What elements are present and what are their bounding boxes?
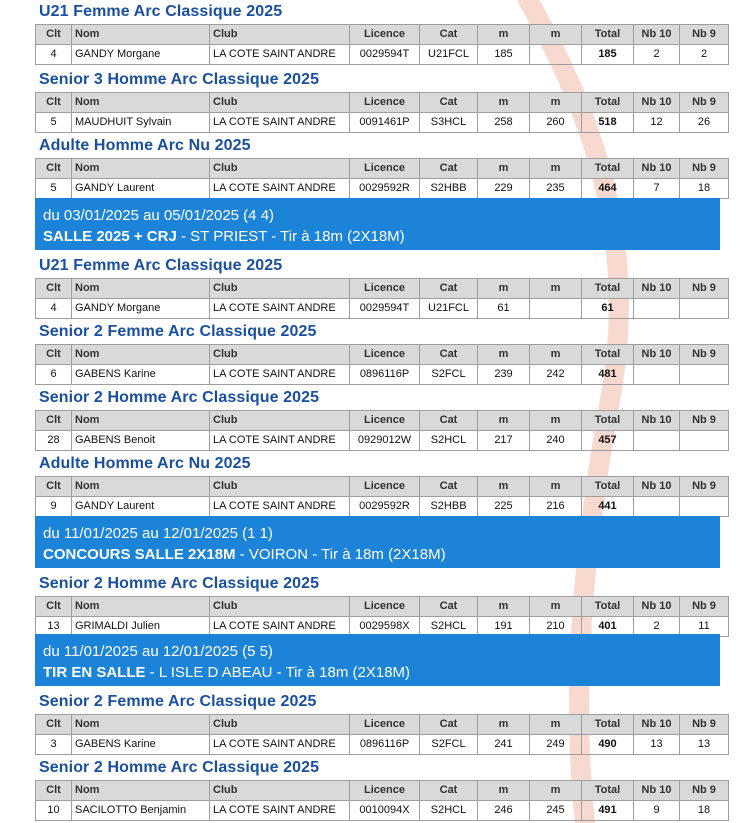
column-header: Total: [582, 279, 634, 299]
table-cell: GANDY Laurent: [72, 179, 210, 199]
column-header: Licence: [350, 477, 420, 497]
table-cell: 6: [36, 365, 72, 385]
results-table: [35, 24, 729, 65]
table-header-row: [36, 477, 729, 497]
column-header: Nb 9: [680, 25, 729, 45]
results-table: [35, 158, 729, 199]
category-title: Adulte Homme Arc Nu 2025: [39, 455, 251, 472]
table-cell: 18: [680, 179, 729, 199]
table-cell: 5: [36, 113, 72, 133]
table-cell: 240: [530, 431, 582, 451]
table-header-row: [36, 597, 729, 617]
column-header: m: [478, 411, 530, 431]
column-header: Nom: [72, 159, 210, 179]
table-cell: 28: [36, 431, 72, 451]
column-header: Licence: [350, 25, 420, 45]
table-cell: 0029598X: [350, 617, 420, 637]
table-cell: GANDY Laurent: [72, 497, 210, 517]
table-row: [36, 735, 729, 755]
column-header: Nb 10: [634, 781, 680, 801]
table-cell: [680, 299, 729, 319]
table-cell: [680, 431, 729, 451]
column-header: Clt: [36, 411, 72, 431]
table-cell: 185: [478, 45, 530, 65]
column-header: Cat: [420, 597, 478, 617]
table-cell: LA COTE SAINT ANDRE: [210, 431, 350, 451]
results-table: [35, 714, 729, 755]
competition-location: - L ISLE D ABEAU - Tir à 18m (2X18M): [145, 664, 411, 681]
table-cell: 0029594T: [350, 45, 420, 65]
table-cell: GABENS Karine: [72, 735, 210, 755]
column-header: m: [530, 715, 582, 735]
competition-info: [43, 544, 712, 565]
column-header: Nb 9: [680, 279, 729, 299]
results-table: [35, 780, 729, 821]
results-table: [35, 344, 729, 385]
column-header: m: [478, 477, 530, 497]
column-header: Cat: [420, 477, 478, 497]
column-header: Club: [210, 411, 350, 431]
table-cell: S3HCL: [420, 113, 478, 133]
table-cell: 491: [582, 801, 634, 821]
table-row: [36, 113, 729, 133]
column-header: Licence: [350, 345, 420, 365]
table-header-row: [36, 279, 729, 299]
column-header: Licence: [350, 781, 420, 801]
table-cell: 3: [36, 735, 72, 755]
competition-location: - VOIRON - Tir à 18m (2X18M): [235, 546, 446, 563]
table-cell: 0029592R: [350, 497, 420, 517]
results-table: [35, 476, 729, 517]
table-cell: 241: [478, 735, 530, 755]
table-header-row: [36, 93, 729, 113]
column-header: Clt: [36, 25, 72, 45]
column-header: Cat: [420, 715, 478, 735]
category-title: Senior 2 Femme Arc Classique 2025: [39, 693, 317, 710]
category-title: Senior 3 Homme Arc Classique 2025: [39, 71, 320, 88]
table-cell: GANDY Morgane: [72, 45, 210, 65]
column-header: Licence: [350, 411, 420, 431]
table-cell: 0010094X: [350, 801, 420, 821]
table-cell: 13: [36, 617, 72, 637]
column-header: m: [530, 159, 582, 179]
table-cell: SACILOTTO Benjamin: [72, 801, 210, 821]
table-row: [36, 431, 729, 451]
table-header-row: [36, 25, 729, 45]
category-title: Senior 2 Femme Arc Classique 2025: [39, 323, 317, 340]
table-cell: LA COTE SAINT ANDRE: [210, 365, 350, 385]
column-header: m: [530, 279, 582, 299]
table-cell: S2HCL: [420, 617, 478, 637]
column-header: Cat: [420, 159, 478, 179]
table-cell: 2: [680, 45, 729, 65]
category-title: Senior 2 Homme Arc Classique 2025: [39, 759, 320, 776]
column-header: Clt: [36, 477, 72, 497]
table-header-row: [36, 159, 729, 179]
column-header: Club: [210, 781, 350, 801]
table-cell: LA COTE SAINT ANDRE: [210, 497, 350, 517]
column-header: m: [478, 781, 530, 801]
competition-info: [43, 226, 712, 247]
column-header: Cat: [420, 279, 478, 299]
column-header: Nb 10: [634, 345, 680, 365]
table-cell: [634, 497, 680, 517]
column-header: Nb 9: [680, 345, 729, 365]
table-cell: S2HCL: [420, 801, 478, 821]
table-cell: 457: [582, 431, 634, 451]
results-table: [35, 92, 729, 133]
column-header: m: [530, 93, 582, 113]
column-header: m: [478, 159, 530, 179]
column-header: Clt: [36, 715, 72, 735]
column-header: Licence: [350, 159, 420, 179]
column-header: Clt: [36, 781, 72, 801]
column-header: m: [530, 781, 582, 801]
column-header: Club: [210, 159, 350, 179]
competition-name: SALLE 2025 + CRJ: [43, 228, 177, 245]
column-header: Nb 10: [634, 279, 680, 299]
column-header: Nb 10: [634, 477, 680, 497]
table-cell: 246: [478, 801, 530, 821]
column-header: Nom: [72, 411, 210, 431]
table-cell: 464: [582, 179, 634, 199]
column-header: Club: [210, 477, 350, 497]
table-row: [36, 365, 729, 385]
table-cell: 5: [36, 179, 72, 199]
competition-dates: du 03/01/2025 au 05/01/2025 (4 4): [43, 207, 275, 224]
column-header: Club: [210, 597, 350, 617]
table-cell: 185: [582, 45, 634, 65]
column-header: m: [478, 25, 530, 45]
table-cell: [530, 299, 582, 319]
column-header: Club: [210, 93, 350, 113]
table-cell: 9: [634, 801, 680, 821]
table-header-row: [36, 345, 729, 365]
column-header: Clt: [36, 597, 72, 617]
competition-banner: [35, 634, 720, 686]
column-header: m: [530, 477, 582, 497]
table-header-row: [36, 715, 729, 735]
column-header: Licence: [350, 715, 420, 735]
table-cell: 249: [530, 735, 582, 755]
column-header: m: [478, 93, 530, 113]
table-cell: 210: [530, 617, 582, 637]
table-cell: 260: [530, 113, 582, 133]
table-cell: U21FCL: [420, 45, 478, 65]
column-header: Total: [582, 25, 634, 45]
column-header: Clt: [36, 279, 72, 299]
column-header: Cat: [420, 781, 478, 801]
column-header: Nb 9: [680, 781, 729, 801]
column-header: Nb 10: [634, 159, 680, 179]
table-cell: 401: [582, 617, 634, 637]
table-cell: S2HBB: [420, 497, 478, 517]
column-header: Licence: [350, 597, 420, 617]
category-title: Adulte Homme Arc Nu 2025: [39, 137, 251, 154]
table-cell: 239: [478, 365, 530, 385]
table-cell: 216: [530, 497, 582, 517]
table-cell: 191: [478, 617, 530, 637]
column-header: Nb 10: [634, 25, 680, 45]
column-header: Nom: [72, 93, 210, 113]
table-cell: 0929012W: [350, 431, 420, 451]
competition-dates: du 11/01/2025 au 12/01/2025 (1 1): [43, 525, 273, 542]
column-header: Nom: [72, 477, 210, 497]
table-cell: GABENS Benoit: [72, 431, 210, 451]
results-table: [35, 278, 729, 319]
table-cell: LA COTE SAINT ANDRE: [210, 617, 350, 637]
table-cell: 18: [680, 801, 729, 821]
column-header: Nom: [72, 279, 210, 299]
column-header: Nb 9: [680, 597, 729, 617]
table-cell: [530, 45, 582, 65]
competition-banner: [35, 516, 720, 568]
column-header: Nom: [72, 715, 210, 735]
category-title: U21 Femme Arc Classique 2025: [39, 3, 283, 20]
table-cell: GANDY Morgane: [72, 299, 210, 319]
column-header: m: [478, 279, 530, 299]
table-cell: GRIMALDI Julien: [72, 617, 210, 637]
table-cell: 258: [478, 113, 530, 133]
table-cell: [634, 299, 680, 319]
table-cell: 9: [36, 497, 72, 517]
column-header: Total: [582, 477, 634, 497]
column-header: Clt: [36, 159, 72, 179]
column-header: Nom: [72, 345, 210, 365]
competition-name: TIR EN SALLE: [43, 664, 146, 681]
column-header: Licence: [350, 279, 420, 299]
category-title: Senior 2 Homme Arc Classique 2025: [39, 389, 320, 406]
column-header: Cat: [420, 411, 478, 431]
column-header: Club: [210, 25, 350, 45]
column-header: Total: [582, 159, 634, 179]
column-header: Nb 10: [634, 93, 680, 113]
table-cell: 13: [634, 735, 680, 755]
results-table: [35, 596, 729, 637]
column-header: Nb 9: [680, 715, 729, 735]
competition-name: CONCOURS SALLE 2X18M: [43, 546, 236, 563]
column-header: Clt: [36, 345, 72, 365]
competition-info: [43, 662, 712, 683]
column-header: Cat: [420, 25, 478, 45]
column-header: Total: [582, 597, 634, 617]
table-cell: 245: [530, 801, 582, 821]
column-header: Nb 9: [680, 93, 729, 113]
table-cell: 2: [634, 617, 680, 637]
table-cell: 217: [478, 431, 530, 451]
table-header-row: [36, 411, 729, 431]
category-title: U21 Femme Arc Classique 2025: [39, 257, 283, 274]
column-header: Nb 9: [680, 159, 729, 179]
table-cell: 10: [36, 801, 72, 821]
table-row: [36, 45, 729, 65]
column-header: Club: [210, 279, 350, 299]
table-cell: [634, 365, 680, 385]
table-cell: 0896116P: [350, 365, 420, 385]
table-cell: 2: [634, 45, 680, 65]
table-cell: 7: [634, 179, 680, 199]
table-cell: 0029594T: [350, 299, 420, 319]
table-cell: U21FCL: [420, 299, 478, 319]
table-cell: S2HBB: [420, 179, 478, 199]
column-header: m: [478, 715, 530, 735]
competition-location: - ST PRIEST - Tir à 18m (2X18M): [176, 228, 405, 245]
table-cell: 26: [680, 113, 729, 133]
column-header: Nb 10: [634, 597, 680, 617]
column-header: Total: [582, 93, 634, 113]
column-header: Total: [582, 715, 634, 735]
column-header: m: [530, 411, 582, 431]
table-cell: 13: [680, 735, 729, 755]
table-cell: LA COTE SAINT ANDRE: [210, 179, 350, 199]
table-cell: 4: [36, 45, 72, 65]
table-cell: 0091461P: [350, 113, 420, 133]
column-header: Nom: [72, 781, 210, 801]
table-cell: 481: [582, 365, 634, 385]
competition-banner: [35, 198, 720, 250]
column-header: Total: [582, 781, 634, 801]
table-header-row: [36, 781, 729, 801]
table-cell: LA COTE SAINT ANDRE: [210, 299, 350, 319]
table-cell: [680, 497, 729, 517]
column-header: Club: [210, 715, 350, 735]
column-header: Club: [210, 345, 350, 365]
column-header: m: [478, 597, 530, 617]
column-header: Total: [582, 411, 634, 431]
table-cell: 242: [530, 365, 582, 385]
column-header: m: [530, 345, 582, 365]
table-cell: 518: [582, 113, 634, 133]
results-table: [35, 410, 729, 451]
table-cell: 61: [478, 299, 530, 319]
column-header: Cat: [420, 345, 478, 365]
table-cell: 229: [478, 179, 530, 199]
table-row: [36, 299, 729, 319]
column-header: Clt: [36, 93, 72, 113]
table-cell: 4: [36, 299, 72, 319]
table-cell: [634, 431, 680, 451]
competition-dates: du 11/01/2025 au 12/01/2025 (5 5): [43, 643, 273, 660]
table-cell: 61: [582, 299, 634, 319]
column-header: Nb 9: [680, 477, 729, 497]
table-cell: 11: [680, 617, 729, 637]
table-row: [36, 179, 729, 199]
column-header: Total: [582, 345, 634, 365]
column-header: Nom: [72, 25, 210, 45]
table-cell: LA COTE SAINT ANDRE: [210, 801, 350, 821]
column-header: Nb 10: [634, 715, 680, 735]
column-header: m: [478, 345, 530, 365]
table-cell: 12: [634, 113, 680, 133]
table-cell: 225: [478, 497, 530, 517]
column-header: Nb 9: [680, 411, 729, 431]
table-cell: LA COTE SAINT ANDRE: [210, 113, 350, 133]
table-cell: 0029592R: [350, 179, 420, 199]
column-header: Nom: [72, 597, 210, 617]
column-header: Nb 10: [634, 411, 680, 431]
table-cell: S2FCL: [420, 365, 478, 385]
table-row: [36, 497, 729, 517]
column-header: m: [530, 597, 582, 617]
table-cell: LA COTE SAINT ANDRE: [210, 45, 350, 65]
table-cell: 490: [582, 735, 634, 755]
table-cell: S2HCL: [420, 431, 478, 451]
table-cell: MAUDHUIT Sylvain: [72, 113, 210, 133]
table-cell: GABENS Karine: [72, 365, 210, 385]
table-cell: 0896116P: [350, 735, 420, 755]
table-cell: [680, 365, 729, 385]
table-cell: 441: [582, 497, 634, 517]
table-cell: LA COTE SAINT ANDRE: [210, 735, 350, 755]
table-cell: 235: [530, 179, 582, 199]
table-cell: S2FCL: [420, 735, 478, 755]
table-row: [36, 801, 729, 821]
column-header: Licence: [350, 93, 420, 113]
category-title: Senior 2 Homme Arc Classique 2025: [39, 575, 320, 592]
column-header: Cat: [420, 93, 478, 113]
column-header: m: [530, 25, 582, 45]
